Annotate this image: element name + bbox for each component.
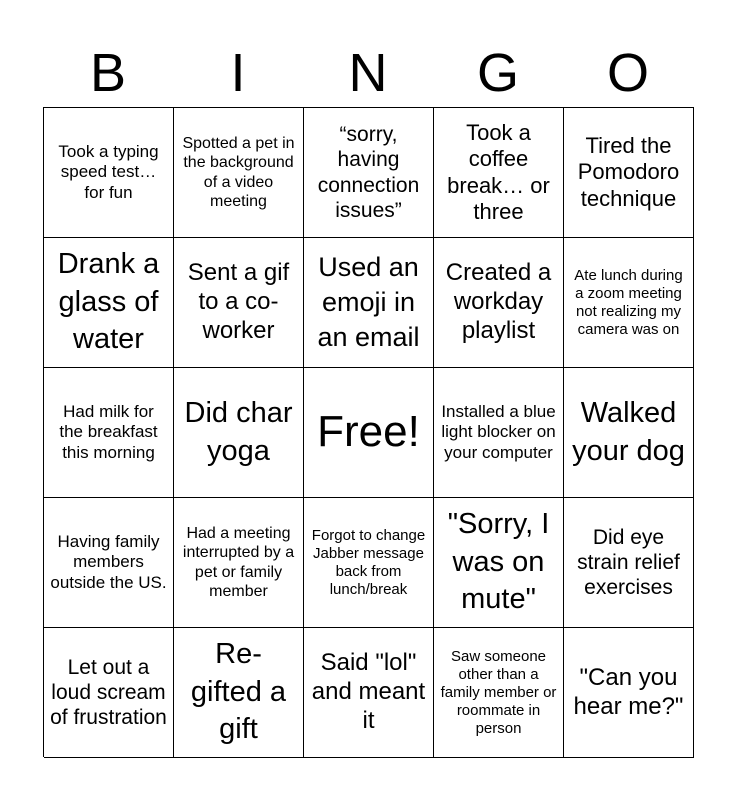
bingo-cell[interactable]: Used an emoji in an email [304,238,434,368]
bingo-cell[interactable]: Forgot to change Jabber message back from lunch/break [304,498,434,628]
bingo-cell-free[interactable]: Free! [304,368,434,498]
header-letter-b: B [89,43,127,103]
bingo-cell[interactable]: Let out a loud scream of frustration [44,628,174,758]
bingo-cell[interactable]: Drank a glass of water [44,238,174,368]
header-letter-g: G [476,43,519,103]
bingo-cell[interactable]: Had a meeting interrupted by a pet or family member [174,498,304,628]
bingo-cell[interactable]: Having family members outside the US. [44,498,174,628]
bingo-cell[interactable]: Ate lunch during a zoom meeting not realizing my camera was on [564,238,694,368]
bingo-cell[interactable]: “sorry, having connection issues” [304,108,434,238]
bingo-cell[interactable]: Installed a blue light blocker on your computer [434,368,564,498]
bingo-cell[interactable]: Said "lol" and meant it [304,628,434,758]
bingo-board [43,107,694,757]
header-letter-o: O [606,43,649,103]
bingo-cell[interactable]: Took a typing speed test… for fun [44,108,174,238]
bingo-cell[interactable]: Saw someone other than a family member or roommate in person [434,628,564,758]
bingo-cell[interactable]: Re-gifted a gift [174,628,304,758]
bingo-cell[interactable]: Tired the Pomodoro technique [564,108,694,238]
header-letter-n: N [348,43,388,103]
header-letter-i: I [230,43,246,103]
bingo-cell[interactable]: "Sorry, I was on mute" [434,498,564,628]
bingo-cell[interactable]: Took a coffee break… or three [434,108,564,238]
bingo-header [43,38,693,108]
bingo-cell[interactable]: Walked your dog [564,368,694,498]
bingo-cell[interactable]: Created a workday playlist [434,238,564,368]
bingo-cell[interactable]: Did eye strain relief exercises [564,498,694,628]
bingo-cell[interactable]: Spotted a pet in the background of a video meeting [174,108,304,238]
bingo-cell[interactable]: Had milk for the breakfast this morning [44,368,174,498]
bingo-cell[interactable]: "Can you hear me?" [564,628,694,758]
bingo-cell[interactable]: Sent a gif to a co-worker [174,238,304,368]
bingo-cell[interactable]: Did char yoga [174,368,304,498]
